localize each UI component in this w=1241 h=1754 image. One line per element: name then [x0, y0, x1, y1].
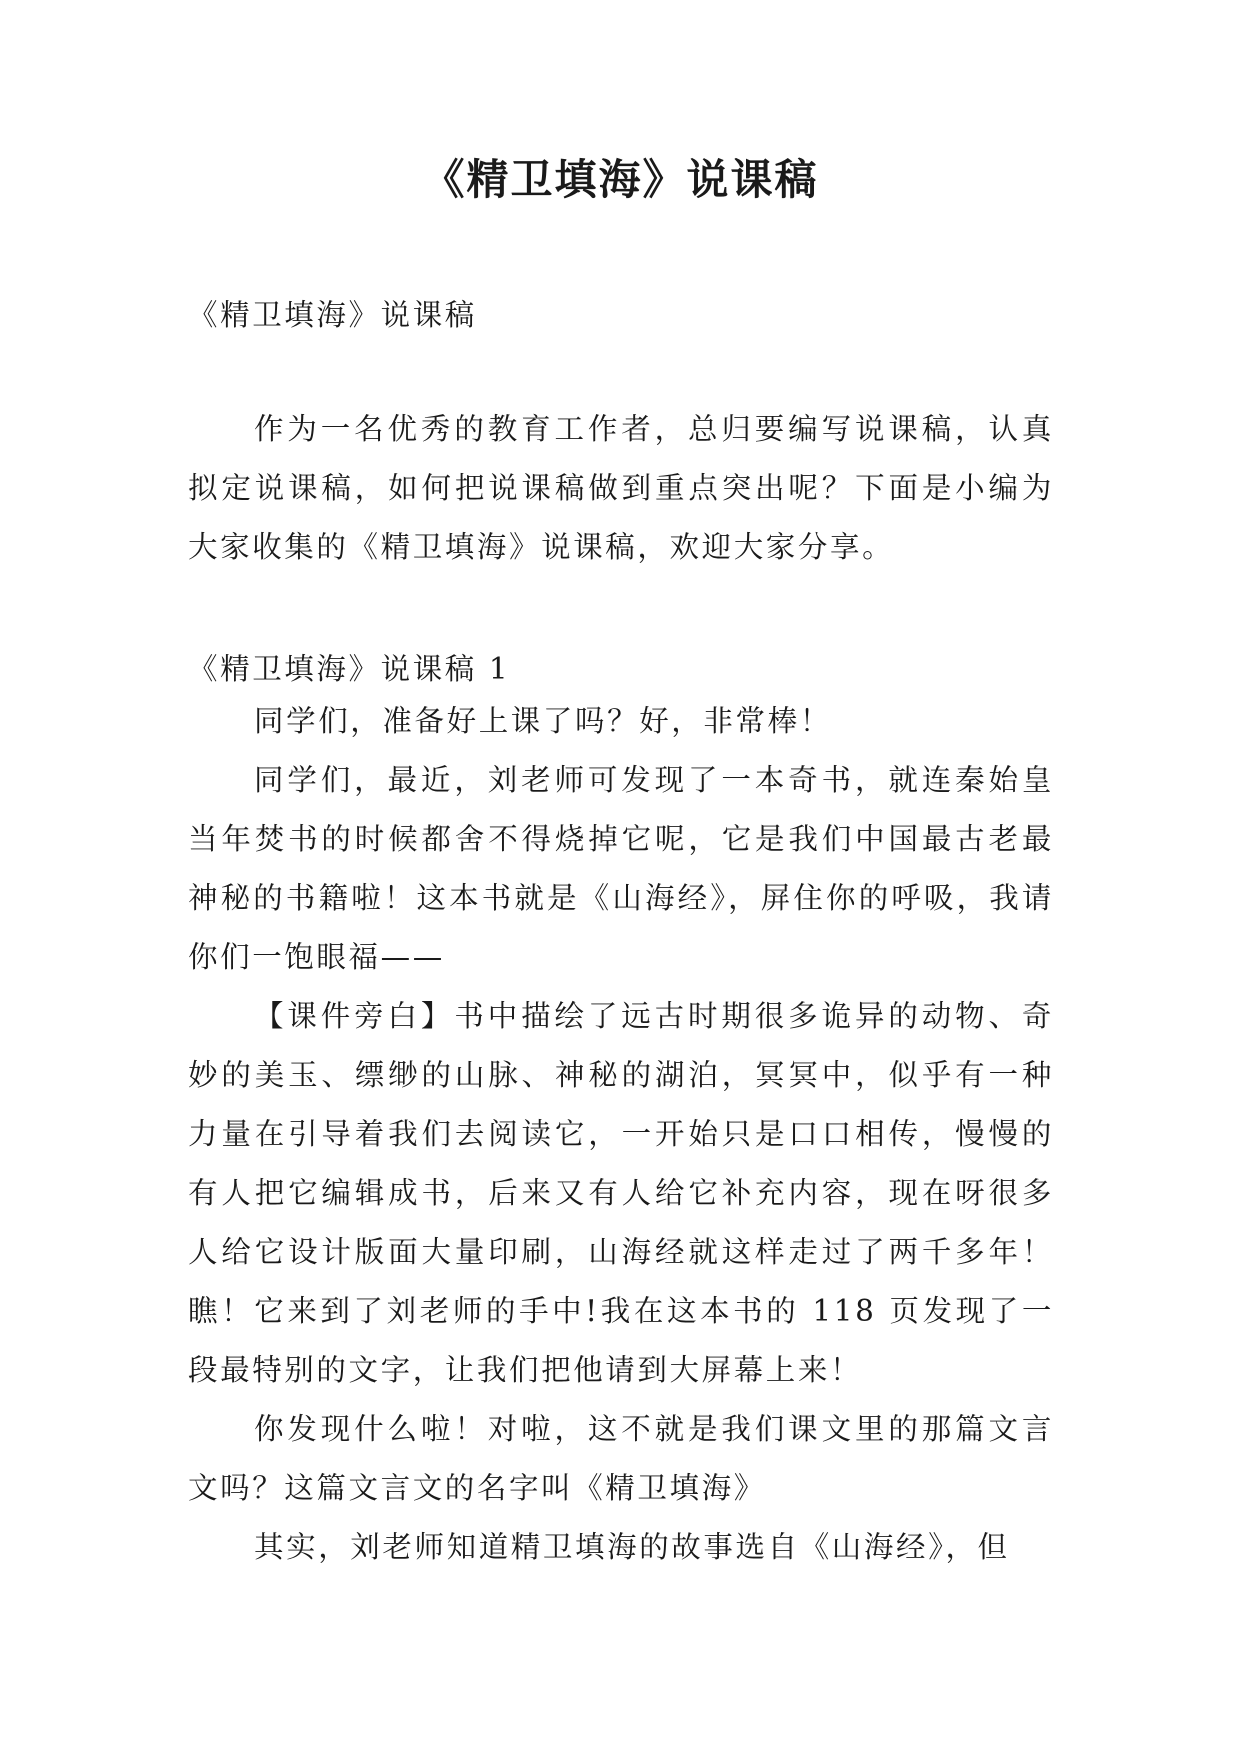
paragraph: 你发现什么啦！对啦，这不就是我们课文里的那篇文言文吗？这篇文言文的名字叫《精卫填海》	[188, 1412, 1054, 1505]
document-subtitle: 《精卫填海》说课稿	[188, 298, 477, 332]
paragraph: 其实，刘老师知道精卫填海的故事选自《山海经》，但	[254, 1530, 1010, 1564]
paragraph: 同学们，准备好上课了吗？好，非常棒！	[254, 704, 832, 738]
section-heading: 《精卫填海》说课稿 1	[188, 652, 511, 686]
document-title: 《精卫填海》说课稿	[422, 155, 819, 204]
intro-paragraph: 作为一名优秀的教育工作者，总归要编写说课稿，认真拟定说课稿，如何把说课稿做到重点突出呢？下面是小编为大家收集的《精卫填海》说课稿，欢迎大家分享。	[188, 412, 1054, 564]
paragraph: 【课件旁白】书中描绘了远古时期很多诡异的动物、奇妙的美玉、缥缈的山脉、神秘的湖泊，冥冥中，似乎有一种力量在引导着我们去阅读它，一开始只是口口相传，慢慢的有人把它编辑成书，后来又有人给它补充内容，现在呀很多人给它设计版面大量印刷，山海经就这样走过了两千多年！瞧！它来到了刘老师的手中!我在这本书的 118 页发现了一段最特别的文字，让我们把他请到大屏幕上来！	[188, 999, 1054, 1387]
paragraph: 同学们，最近，刘老师可发现了一本奇书，就连秦始皇当年焚书的时候都舍不得烧掉它呢，它是我们中国最古老最神秘的书籍啦！这本书就是《山海经》，屏住你的呼吸，我请你们一饱眼福——	[188, 763, 1054, 974]
section-body	[188, 692, 1054, 1577]
